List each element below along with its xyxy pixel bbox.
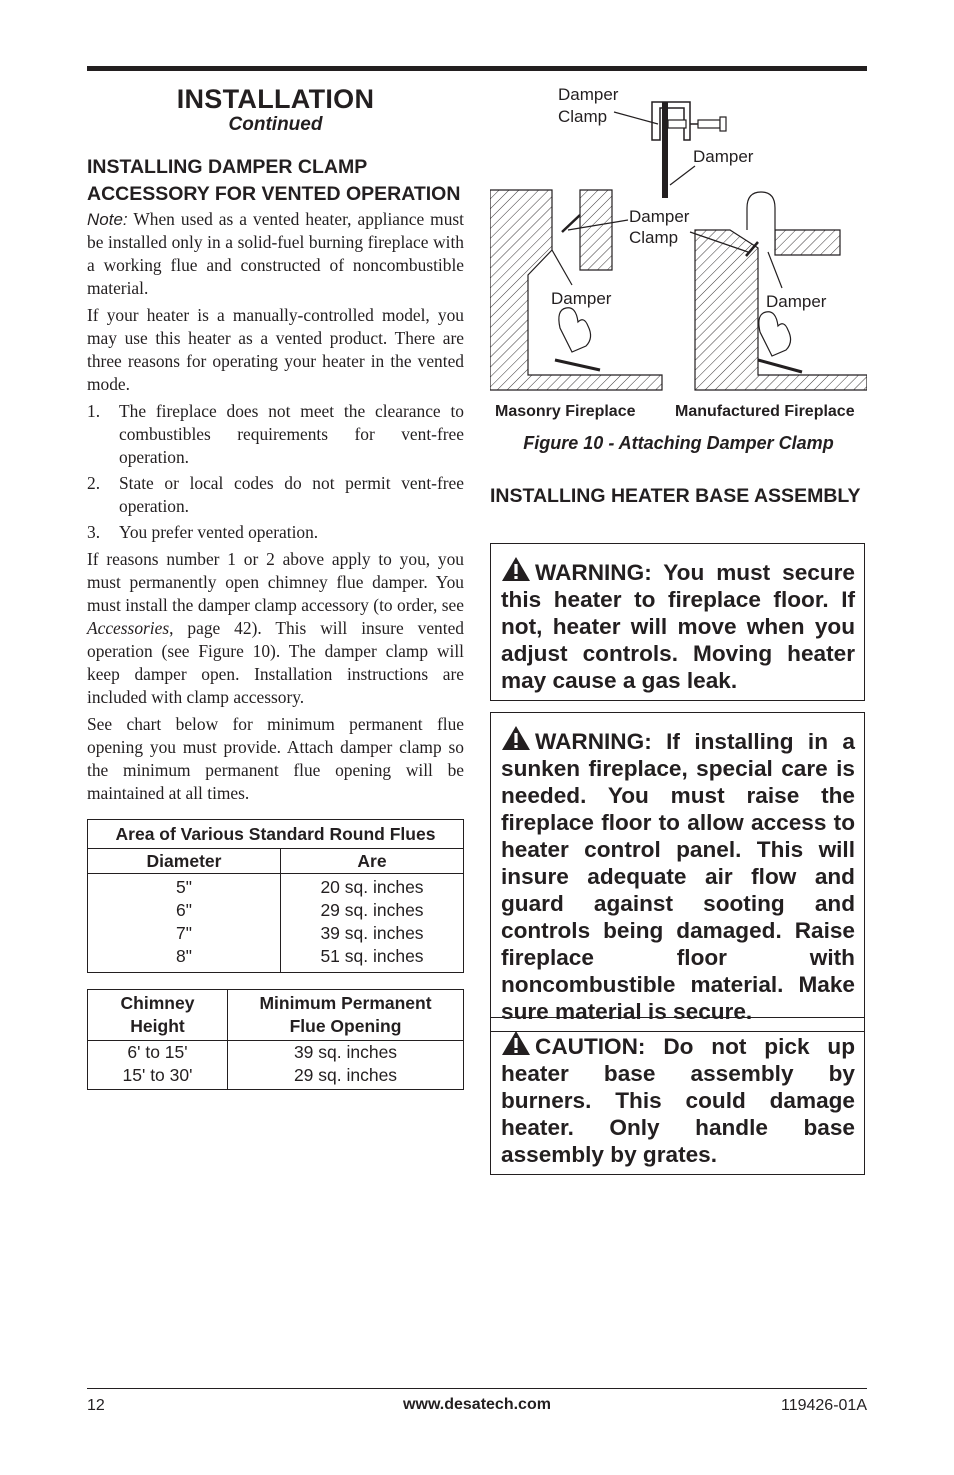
height-cell: 6' to 15' 15' to 30' bbox=[88, 1041, 228, 1090]
caution-icon bbox=[501, 1030, 531, 1056]
heater-base-heading: INSTALLING HEATER BASE ASSEMBLY bbox=[490, 485, 861, 507]
leader-line bbox=[670, 166, 695, 185]
label-damper-top: Damper bbox=[693, 147, 754, 166]
damper-clamp-paragraph: If reasons number 1 or 2 above apply to you, you must permanently open chimney flue damper. You must install the damper clamp accessory (to order, see Accessories, page 42). This will insure vented operation (see Figure 10). The damper clamp will keep damper open. Installation instructions are included with clamp accessory. bbox=[87, 549, 464, 707]
warning-icon bbox=[501, 556, 531, 582]
label-masonry-fireplace: Masonry Fireplace bbox=[495, 403, 636, 420]
section-title: INSTALLATION bbox=[176, 84, 375, 114]
area-cell: 20 sq. inches 29 sq. inches 39 sq. inches 51 sq. inches bbox=[281, 874, 464, 973]
leader-line bbox=[768, 252, 782, 288]
warning-text: WARNING: If installing in a sunken fireplace, special care is needed. You must raise the fireplace floor to allow access to heater control panel. This will insure adequate air flow and guard against sooting and controls being damaged. Raise fireplace floor with noncombustible material. Make sure material is secure. bbox=[501, 729, 855, 1024]
col-header-diameter: Diameter bbox=[88, 849, 281, 874]
reasons-list bbox=[87, 400, 464, 544]
top-rule bbox=[87, 66, 867, 71]
diameter-cell: 5" 6" 7" 8" bbox=[88, 874, 281, 973]
flue-area-table bbox=[87, 819, 464, 973]
label-damper-clamp-mid: Damper bbox=[629, 207, 690, 226]
opening-cell: 39 sq. inches 29 sq. inches bbox=[228, 1041, 464, 1090]
label-damper-left: Damper bbox=[551, 289, 612, 308]
document-number: 119426-01A bbox=[781, 1397, 867, 1414]
footer-rule bbox=[87, 1388, 867, 1389]
note-label: Note: bbox=[87, 210, 128, 229]
left-column bbox=[87, 80, 464, 1090]
warning-text: WARNING: You must secure this heater to fireplace floor. If not, heater will move when you adjust controls. Moving heater may cause a gas leak. bbox=[501, 560, 855, 693]
col-header-area: Are bbox=[281, 849, 464, 874]
section-subtitle: Continued bbox=[228, 114, 323, 135]
table-title: Area of Various Standard Round Flues bbox=[88, 820, 464, 849]
damper-clamp-heading: INSTALLING DAMPER CLAMP ACCESSORY FOR VENTED OPERATION bbox=[87, 156, 461, 205]
label-manufactured-fireplace: Manufactured Fireplace bbox=[675, 403, 855, 420]
svg-text:Clamp: Clamp bbox=[558, 107, 608, 126]
warning-icon bbox=[501, 725, 531, 751]
damper-clamp-figure bbox=[490, 80, 867, 440]
note-text: When used as a vented heater, appliance must be installed only in a solid-fuel burning fireplace with a working flue and constructed of noncombustible material. bbox=[87, 209, 464, 298]
footer-url[interactable]: www.desatech.com bbox=[403, 1396, 551, 1413]
vented-intro-paragraph: If your heater is a manually-controlled model, you may use this heater as a vented product. There are three reasons for operating your heater in the vented mode. bbox=[87, 305, 464, 394]
warning-box-secure-heater bbox=[490, 543, 865, 701]
caution-text: CAUTION: Do not pick up heater base assembly by burners. This could damage heater. Only handle base assembly by grates. bbox=[501, 1034, 855, 1167]
list-item: 2. State or local codes do not permit vent-free operation. bbox=[87, 473, 464, 516]
chimney-height-table bbox=[87, 989, 464, 1090]
manufactured-fireplace-drawing bbox=[695, 192, 867, 390]
label-damper-clamp-top: Damper bbox=[558, 85, 619, 104]
caution-box-base-assembly bbox=[490, 1017, 865, 1175]
list-item: 1. The fireplace does not meet the clearance to combustibles requirements for vent-free operation. bbox=[87, 401, 464, 467]
svg-text:Clamp: Clamp bbox=[629, 228, 679, 247]
leader-line bbox=[552, 250, 572, 285]
label-damper-right: Damper bbox=[766, 292, 827, 311]
accessories-link-text: Accessories bbox=[87, 618, 170, 638]
page-number: 12 bbox=[87, 1397, 105, 1414]
col-header-chimney-height: Chimney Height bbox=[88, 990, 228, 1041]
note-paragraph bbox=[87, 208, 464, 300]
col-header-min-opening: Minimum Permanent Flue Opening bbox=[228, 990, 464, 1041]
figure-caption: Figure 10 - Attaching Damper Clamp bbox=[523, 433, 834, 453]
warning-box-sunken-fireplace bbox=[490, 712, 865, 1032]
list-item: 3. You prefer vented operation. bbox=[87, 522, 319, 542]
chart-intro-paragraph: See chart below for minimum permanent flue opening you must provide. Attach damper clamp so the minimum permanent flue opening will be maintained at all times. bbox=[87, 714, 464, 803]
